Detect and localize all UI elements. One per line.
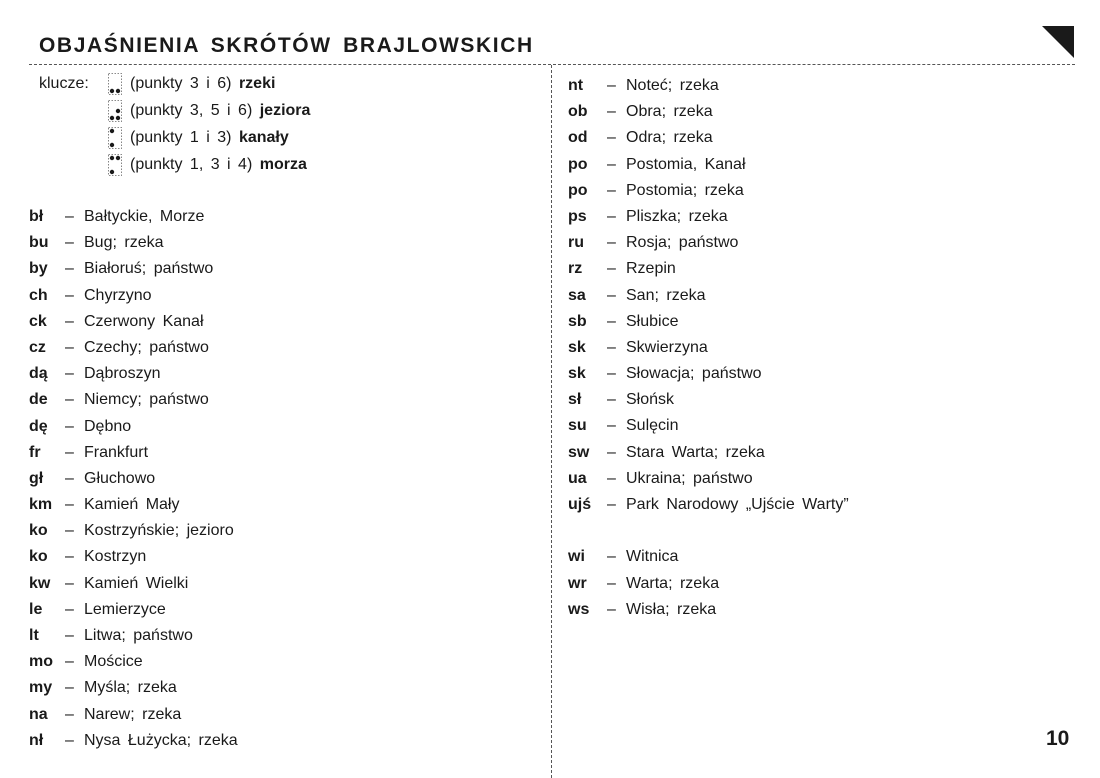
braille-dot-5 xyxy=(116,109,120,113)
abbr-description: Kamień Wielki xyxy=(84,574,189,592)
abbr-code: ps xyxy=(568,207,587,225)
dash: – xyxy=(607,129,616,147)
abbr-code: nt xyxy=(568,77,584,94)
abbr-description: Witnica xyxy=(626,548,679,566)
abbr-code: lt xyxy=(29,627,39,644)
braille-dot-6 xyxy=(116,89,120,93)
abbr-description: Pliszka; rzeka xyxy=(626,207,728,225)
dash: – xyxy=(607,574,616,592)
dash: – xyxy=(65,208,74,225)
abbr-code: wr xyxy=(568,574,587,592)
key-meaning: morza xyxy=(259,156,307,173)
dash: – xyxy=(65,653,74,671)
dash: – xyxy=(65,705,74,723)
abbr-description: Lemierzyce xyxy=(84,600,166,618)
abbr-code: cz xyxy=(29,338,46,356)
dash: – xyxy=(607,260,616,278)
abbr-description: Niemcy; państwo xyxy=(84,391,209,409)
key-points: (punkty 3 i 6) xyxy=(130,75,232,92)
key-row-lakes xyxy=(39,98,459,124)
key-description xyxy=(130,75,275,93)
abbr-code: de xyxy=(29,391,48,409)
abbr-description: Dębno xyxy=(84,417,132,435)
abbr-code: ch xyxy=(29,286,48,304)
dash: – xyxy=(607,365,616,383)
dash: – xyxy=(607,312,616,330)
dash: – xyxy=(607,234,616,252)
abbr-description: Skwierzyna xyxy=(626,338,708,356)
braille-dot-3 xyxy=(110,89,114,93)
key-row-seas xyxy=(39,152,459,178)
abbr-code: dę xyxy=(29,417,48,435)
dash: – xyxy=(607,548,616,566)
braille-dot-3 xyxy=(110,170,114,174)
dash: – xyxy=(607,338,616,356)
abbr-description: Litwa; państwo xyxy=(84,627,193,644)
abbr-code: rz xyxy=(568,260,583,278)
abbr-description: Rzepin xyxy=(626,260,676,278)
page-number: 10 xyxy=(1046,727,1070,750)
abbr-description: Warta; rzeka xyxy=(626,574,720,592)
abbr-code: by xyxy=(29,260,48,278)
abbr-description: Chyrzyno xyxy=(84,286,152,304)
abbr-code: kw xyxy=(29,574,51,592)
abbr-description: Myśla; rzeka xyxy=(84,679,177,697)
abbr-code: ob xyxy=(568,103,588,121)
dash: – xyxy=(65,522,74,540)
abbr-code: km xyxy=(29,496,53,514)
abbr-code: mo xyxy=(29,653,53,671)
abbr-code: po xyxy=(568,155,588,173)
dash: – xyxy=(65,417,74,435)
key-meaning: jeziora xyxy=(259,102,311,119)
abbr-description: Ukraina; państwo xyxy=(626,469,753,487)
abbr-code: od xyxy=(568,129,588,147)
page-title: OBJAŚNIENIA SKRÓTÓW BRAJLOWSKICH xyxy=(39,34,534,57)
braille-dot-3 xyxy=(110,143,114,147)
abbr-code: bu xyxy=(29,234,49,252)
key-description xyxy=(130,129,289,147)
braille-dot-6 xyxy=(116,116,120,120)
abbr-description: Noteć; rzeka xyxy=(626,77,719,94)
abbr-code: sb xyxy=(568,312,587,330)
abbr-code: ua xyxy=(568,469,587,487)
abbr-code: wi xyxy=(568,548,585,566)
abbr-description: Słubice xyxy=(626,312,679,330)
abbr-description: Sulęcin xyxy=(626,417,679,435)
abbr-code: ck xyxy=(29,312,47,330)
abbr-description: Park Narodowy „Ujście Warty” xyxy=(626,496,849,513)
braille-dot-1 xyxy=(110,129,114,133)
dash: – xyxy=(607,181,616,199)
dash: – xyxy=(607,496,616,513)
abbr-description: Czechy; państwo xyxy=(84,338,209,356)
dash: – xyxy=(65,496,74,514)
abbr-code: sw xyxy=(568,443,590,461)
abbr-code: po xyxy=(568,181,588,199)
key-label: klucze: xyxy=(39,75,89,92)
dash: – xyxy=(65,731,74,749)
dash: – xyxy=(65,600,74,618)
column-divider xyxy=(551,65,552,778)
dash: – xyxy=(65,365,74,383)
braille-dot-3 xyxy=(110,116,114,120)
abbr-code: ko xyxy=(29,548,48,566)
abbr-code: dą xyxy=(29,365,48,383)
abbr-description: Słońsk xyxy=(626,391,675,409)
abbr-description: Wisła; rzeka xyxy=(626,600,717,618)
dash: – xyxy=(607,155,616,173)
key-meaning: kanały xyxy=(238,129,289,146)
corner-marker-icon xyxy=(1042,26,1074,58)
key-points: (punkty 1, 3 i 4) xyxy=(130,156,253,173)
abbr-code: gł xyxy=(29,469,44,487)
braille-dot-1 xyxy=(110,156,114,160)
dash: – xyxy=(607,391,616,409)
abbr-description: Odra; rzeka xyxy=(626,129,713,147)
dash: – xyxy=(607,600,616,618)
abbr-description: Mościce xyxy=(84,653,143,671)
abbr-code: ko xyxy=(29,522,48,540)
dash: – xyxy=(607,286,616,304)
dash: – xyxy=(607,443,616,461)
abbr-code: nł xyxy=(29,731,44,749)
abbr-code: bł xyxy=(29,208,44,225)
abbr-description: Nysa Łużycka; rzeka xyxy=(84,731,238,749)
abbr-description: Obra; rzeka xyxy=(626,103,713,121)
abbr-description: Bug; rzeka xyxy=(84,234,164,252)
key-description xyxy=(130,156,307,174)
braille-cell-icon xyxy=(108,127,122,149)
abbr-description: Kostrzyńskie; jezioro xyxy=(84,522,234,540)
dash: – xyxy=(65,443,74,461)
abbr-code: ujś xyxy=(568,496,592,513)
abbr-description: Kostrzyn xyxy=(84,548,147,566)
abbr-code: na xyxy=(29,705,48,723)
braille-cell-icon xyxy=(108,73,122,95)
dash: – xyxy=(65,627,74,644)
dash: – xyxy=(607,469,616,487)
dash: – xyxy=(65,260,74,278)
abbr-code: ws xyxy=(568,600,590,618)
dash: – xyxy=(65,234,74,252)
abbr-description: Słowacja; państwo xyxy=(626,365,762,383)
key-row-canals xyxy=(39,125,459,151)
abbr-description: Głuchowo xyxy=(84,469,156,487)
abbr-description: Stara Warta; rzeka xyxy=(626,443,765,461)
abbr-code: sł xyxy=(568,391,582,409)
dash: – xyxy=(607,77,616,94)
abbr-description: Frankfurt xyxy=(84,443,149,461)
abbr-description: San; rzeka xyxy=(626,286,706,304)
dash: – xyxy=(65,286,74,304)
header-divider xyxy=(29,64,1075,65)
key-description xyxy=(130,102,310,120)
dash: – xyxy=(607,417,616,435)
abbr-code: sa xyxy=(568,286,586,304)
abbr-description: Dąbroszyn xyxy=(84,365,161,383)
dash: – xyxy=(65,312,74,330)
dash: – xyxy=(65,338,74,356)
dash: – xyxy=(65,548,74,566)
dash: – xyxy=(65,679,74,697)
dash: – xyxy=(607,207,616,225)
key-points: (punkty 3, 5 i 6) xyxy=(130,102,253,119)
abbr-code: sk xyxy=(568,338,586,356)
abbr-code: su xyxy=(568,417,587,435)
abbr-description: Czerwony Kanał xyxy=(84,312,204,330)
braille-cell-icon xyxy=(108,100,122,122)
abbr-description: Bałtyckie, Morze xyxy=(84,208,205,225)
abbr-description: Białoruś; państwo xyxy=(84,260,214,278)
abbr-code: le xyxy=(29,600,43,618)
key-meaning: rzeki xyxy=(238,75,276,92)
abbr-description: Postomia, Kanał xyxy=(626,155,746,173)
dash: – xyxy=(607,103,616,121)
abbr-description: Narew; rzeka xyxy=(84,705,182,723)
key-row-rivers xyxy=(39,71,459,97)
abbr-code: sk xyxy=(568,365,586,383)
dash: – xyxy=(65,574,74,592)
abbr-code: ru xyxy=(568,234,584,252)
abbr-code: fr xyxy=(29,443,41,461)
braille-cell-icon xyxy=(108,154,122,176)
abbr-description: Postomia; rzeka xyxy=(626,181,744,199)
abbr-description: Rosja; państwo xyxy=(626,234,739,252)
dash: – xyxy=(65,391,74,409)
braille-dot-4 xyxy=(116,156,120,160)
key-points: (punkty 1 i 3) xyxy=(130,129,232,146)
abbr-description: Kamień Mały xyxy=(84,496,180,514)
abbr-code: my xyxy=(29,679,53,697)
dash: – xyxy=(65,469,74,487)
